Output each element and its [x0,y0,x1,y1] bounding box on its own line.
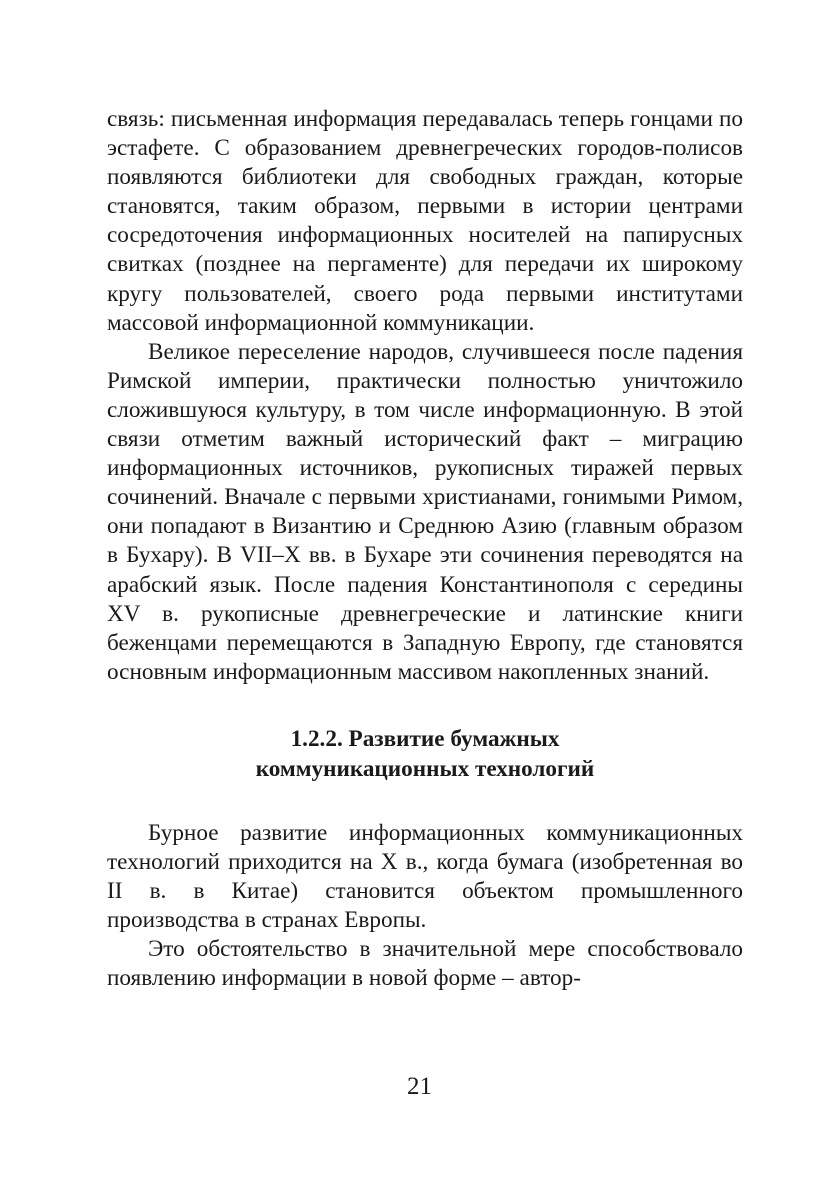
paragraph-great-migration: Великое переселение народов, случившееся после падения Римской империи, практически полностью уничтожило сложившуюся культуру, в том числе информационную. В этой связи отметим важный исторический факт – миграцию информационных источников, рукописных тиражей первых сочинений. Вначале с первыми христианами, гонимыми Римом, они попадают в Византию и Среднюю Азию (главным образом в Бухару). В VII–X вв. в Бухаре эти сочинения переводятся на арабский язык. После падения Константинополя с середины XV в. рукописные древнегреческие и латинские книги беженцами перемещаются в Западную Европу, где становятся основным информационным массивом накопленных знаний. [107,338,743,685]
section-heading-line-1: 1.2.2. Развитие бумажных [290,725,560,752]
page-body [107,105,743,993]
paragraph-continuation: связь: письменная информация передавалась теперь гонцами по эстафете. С образованием древнегреческих городов-полисов появляются библиотеки для свободных граждан, которые становятся, таким образом, первыми в истории центрами сосредоточения информационных носителей на папирусных свитках (позднее на пергаменте) для передачи их широкому кругу пользователей, своего рода первыми институтами массовой информационной коммуникации. [107,106,743,336]
paragraph-paper-technology: Бурное развитие информационных коммуникационных технологий приходится на X в., когда бумага (изобретенная во II в. в Китае) становится объектом промышленного производства в странах Европы. [107,819,743,934]
section-heading-line-2: коммуникационных технологий [255,755,595,782]
paragraph-authorship: Это обстоятельство в значительной мере способствовало появлению информации в новой форме – автор- [107,936,743,992]
page-number: 21 [407,1073,432,1100]
section-heading [107,724,743,784]
